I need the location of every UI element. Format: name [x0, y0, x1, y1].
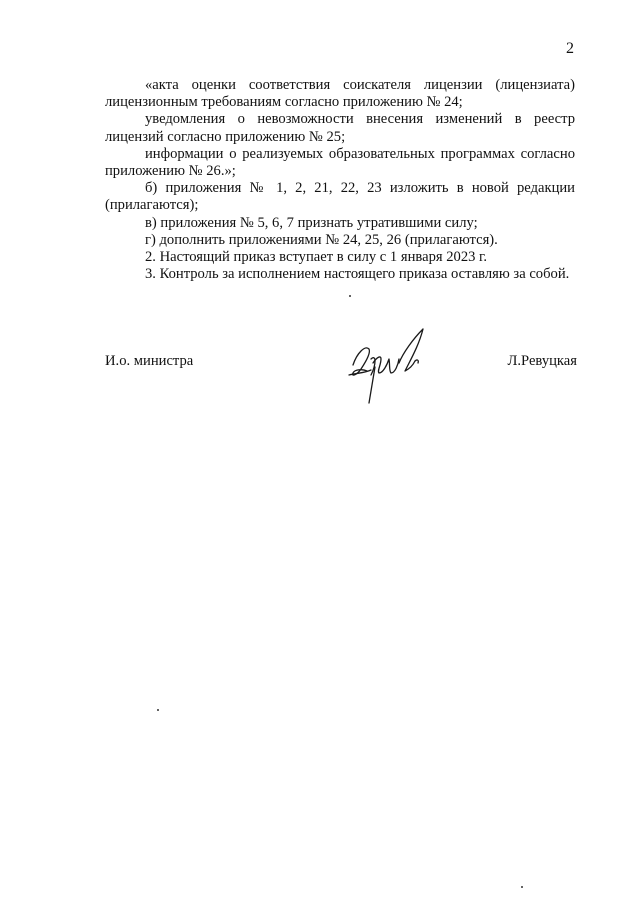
- scan-speck: [157, 709, 159, 711]
- signer-name: Л.Ревуцкая: [507, 353, 577, 369]
- handwritten-signature: [343, 323, 435, 413]
- paragraph: информации о реализуемых образовательных программах согласно приложению № 26.»;: [105, 145, 575, 180]
- paragraph: 3. Контроль за исполнением настоящего приказа оставляю за собой.: [145, 266, 570, 283]
- document-body: [105, 77, 575, 283]
- paragraph: 2. Настоящий приказ вступает в силу с 1 января 2023 г.: [145, 249, 488, 266]
- paragraph: г) дополнить приложениями № 24, 25, 26 (прилагаются).: [145, 231, 498, 248]
- page-number: 2: [566, 40, 574, 57]
- paragraph: «акта оценки соответствия соискателя лицензии (лицензиата) лицензионным требованиям согласно приложению № 24;: [105, 77, 575, 111]
- paragraph: б) приложения № 1, 2, 21, 22, 23 изложить в новой редакции (прилагаются);: [105, 180, 575, 214]
- paragraph: в) приложения № 5, 6, 7 признать утратившими силу;: [145, 214, 478, 231]
- signer-title: И.о. министра: [105, 353, 194, 369]
- paragraph: уведомления о невозможности внесения изменений в реестр лицензий согласно приложению № 25;: [105, 111, 575, 145]
- scan-speck: [349, 295, 351, 297]
- scan-speck: [521, 886, 523, 888]
- signature-block: [105, 345, 577, 415]
